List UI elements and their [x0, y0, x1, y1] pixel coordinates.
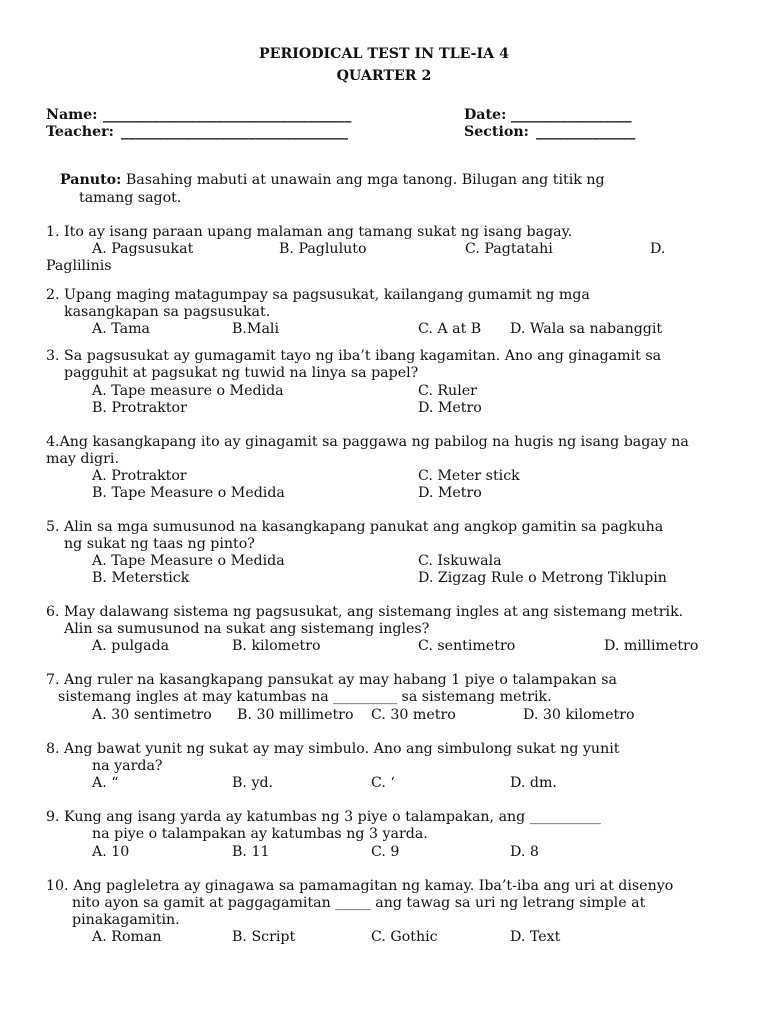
- question-3-option-b: B. Protraktor: [92, 400, 187, 416]
- question-8-option-d: D. dm.: [510, 775, 557, 791]
- page-subtitle: QUARTER 2: [336, 68, 432, 84]
- question-3-option-c: C. Ruler: [418, 383, 477, 399]
- question-2-option-c: C. A at B: [418, 321, 482, 337]
- question-5-option-d: D. Zigzag Rule o Metrong Tiklupin: [418, 570, 667, 586]
- question-1-option-d: D.: [650, 241, 666, 257]
- question-6-option-d: D. millimetro: [604, 638, 699, 654]
- question-7-option-d: D. 30 kilometro: [523, 707, 635, 723]
- instructions-text-1: Basahing mabuti at unawain ang mga tanong. Bilugan ang titik ng: [121, 172, 605, 188]
- question-2-option-d: D. Wala sa nabanggit: [510, 321, 663, 337]
- question-7-option-b: B. 30 millimetro: [237, 707, 354, 723]
- question-1-option-a: A. Pagsusukat: [92, 241, 194, 257]
- question-4-stem-1: 4.Ang kasangkapang ito ay ginagamit sa paggawa ng pabilog na hugis ng isang bagay na: [46, 434, 689, 450]
- question-4-option-d: D. Metro: [418, 485, 482, 501]
- question-8-stem-1: 8. Ang bawat yunit ng sukat ay may simbulo. Ano ang simbulong sukat ng yunit: [46, 741, 620, 757]
- section-blank: ______________: [536, 124, 636, 140]
- question-7-option-a: A. 30 sentimetro: [92, 707, 212, 723]
- question-10-option-d: D. Text: [510, 929, 561, 945]
- teacher-label: Teacher:: [46, 124, 114, 140]
- date-label: Date:: [464, 107, 507, 123]
- question-3-option-a: A. Tape measure o Medida: [92, 383, 284, 399]
- question-5-stem-2: ng sukat ng taas ng pinto?: [64, 536, 255, 552]
- instructions-line-2: tamang sagot.: [79, 190, 182, 206]
- question-8-option-c: C. ‘: [371, 775, 395, 791]
- question-8-stem-2: na yarda?: [92, 758, 163, 774]
- question-10-stem-1: 10. Ang pagleletra ay ginagawa sa pamamagitan ng kamay. Iba’t-iba ang uri at disenyo: [46, 878, 674, 894]
- question-9-stem-2: na piye o talampakan ay katumbas ng 3 yarda.: [92, 826, 428, 842]
- question-5-stem-1: 5. Alin sa mga sumusunod na kasangkapang panukat ang angkop gamitin sa pagkuha: [46, 519, 664, 535]
- question-9-option-c: C. 9: [371, 844, 400, 860]
- question-7-stem-1: 7. Ang ruler na kasangkapang pansukat ay may habang 1 piye o talampakan sa: [46, 672, 617, 688]
- question-6-option-b: B. kilometro: [232, 638, 321, 654]
- instructions-label: Panuto:: [60, 172, 122, 188]
- question-9-option-a: A. 10: [92, 844, 130, 860]
- name-label: Name:: [46, 107, 98, 123]
- question-10-option-c: C. Gothic: [371, 929, 438, 945]
- question-4-option-a: A. Protraktor: [92, 468, 187, 484]
- date-blank: _________________: [511, 107, 632, 123]
- question-6-option-c: C. sentimetro: [418, 638, 516, 654]
- question-10-option-a: A. Roman: [92, 929, 162, 945]
- question-6-option-a: A. pulgada: [92, 638, 170, 654]
- question-10-stem-3: pinakagamitin.: [72, 912, 180, 928]
- question-8-option-b: B. yd.: [232, 775, 274, 791]
- question-9-option-b: B. 11: [232, 844, 270, 860]
- question-1-stem: 1. Ito ay isang paraan upang malaman ang tamang sukat ng isang bagay.: [46, 224, 573, 240]
- question-2-option-b: B.Mali: [232, 321, 279, 337]
- question-4-option-b: B. Tape Measure o Medida: [92, 485, 285, 501]
- question-1-option-c: C. Pagtatahi: [465, 241, 553, 257]
- question-9-option-d: D. 8: [510, 844, 539, 860]
- question-3-stem-1: 3. Sa pagsusukat ay gumagamit tayo ng iba’t ibang kagamitan. Ano ang ginagamit sa: [46, 348, 662, 364]
- question-2-option-a: A. Tama: [92, 321, 150, 337]
- question-2-stem-2: kasangkapan sa pagsusukat.: [64, 304, 271, 320]
- teacher-blank: ________________________________: [121, 124, 348, 140]
- question-3-stem-2: pagguhit at pagsukat ng tuwid na linya sa papel?: [64, 365, 419, 381]
- question-8-option-a: A. “: [92, 775, 119, 791]
- question-4-option-c: C. Meter stick: [418, 468, 520, 484]
- question-5-option-c: C. Iskuwala: [418, 553, 502, 569]
- instructions-line-1: [60, 172, 605, 189]
- question-9-stem-1: 9. Kung ang isang yarda ay katumbas ng 3 piye o talampakan, ang __________: [46, 809, 601, 825]
- question-1-option-d-text: Paglilinis: [46, 258, 112, 274]
- question-6-stem-1: 6. May dalawang sistema ng pagsusukat, ang sistemang ingles at ang sistemang metrik.: [46, 604, 684, 620]
- section-label: Section:: [464, 124, 529, 140]
- question-5-option-b: B. Meterstick: [92, 570, 190, 586]
- question-1-option-b: B. Pagluluto: [279, 241, 367, 257]
- question-3-option-d: D. Metro: [418, 400, 482, 416]
- question-7-option-c: C. 30 metro: [371, 707, 456, 723]
- question-10-stem-2: nito ayon sa gamit at paggagamitan _____ ang tawag sa uri ng letrang simple at: [72, 895, 646, 911]
- page-title: PERIODICAL TEST IN TLE-IA 4: [258, 46, 510, 62]
- name-blank: ___________________________________: [103, 107, 352, 123]
- question-4-stem-2: may digri.: [46, 451, 119, 467]
- question-2-stem-1: 2. Upang maging matagumpay sa pagsusukat, kailangang gumamit ng mga: [46, 287, 590, 303]
- question-6-stem-2: Alin sa sumusunod na sukat ang sistemang ingles?: [64, 621, 430, 637]
- question-5-option-a: A. Tape Measure o Medida: [92, 553, 285, 569]
- question-10-option-b: B. Script: [232, 929, 296, 945]
- question-7-stem-2: sistemang ingles at may katumbas na _________ sa sistemang metrik.: [58, 689, 552, 705]
